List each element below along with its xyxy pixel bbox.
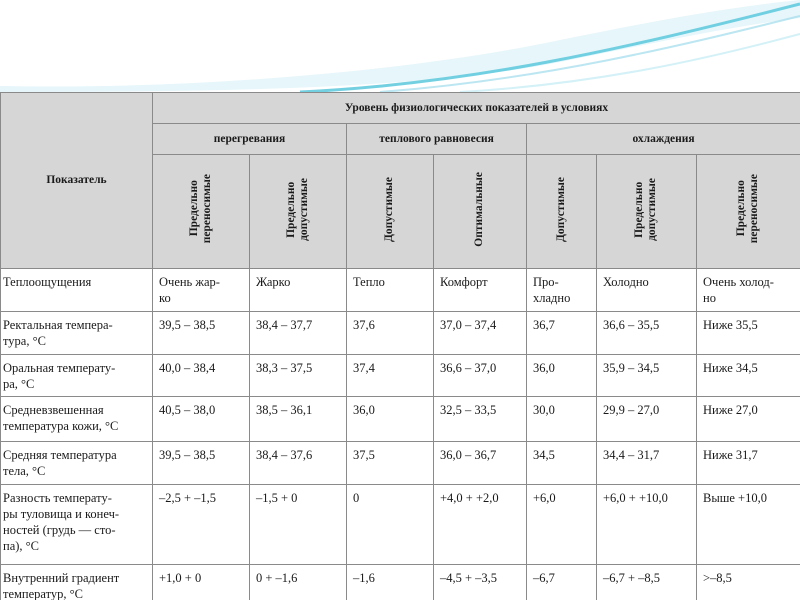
table-cell: 38,4 – 37,7 (250, 312, 347, 355)
table-cell: +1,0 + 0 (153, 564, 250, 600)
table-cell: Ниже 35,5 (697, 312, 800, 355)
table-cell: +6,0 (527, 484, 597, 564)
table-cell: Холодно (597, 269, 697, 312)
table-cell: +6,0 + +10,0 (597, 484, 697, 564)
physiological-indicators-table (0, 92, 800, 600)
table-cell: –6,7 (527, 564, 597, 600)
table-cell: 37,0 – 37,4 (434, 312, 527, 355)
table-cell: Про- хладно (527, 269, 597, 312)
subheader-cooling-max-permissible: Предельно допустимые (633, 177, 659, 241)
table-cell: 32,5 – 33,5 (434, 397, 527, 442)
subheader-cooling-max-tolerable: Предельно переносимые (735, 174, 761, 244)
table-cell: 40,0 – 38,4 (153, 354, 250, 397)
table-row (1, 397, 800, 442)
table-cell: 37,4 (347, 354, 434, 397)
table-cell: 38,4 – 37,6 (250, 442, 347, 485)
table-cell: –1,5 + 0 (250, 484, 347, 564)
table-cell: –2,5 + –1,5 (153, 484, 250, 564)
table-row (1, 484, 800, 564)
table-cell: 37,6 (347, 312, 434, 355)
row-label: Ректальная темпера- тура, °С (1, 312, 153, 355)
table-cell: Ниже 27,0 (697, 397, 800, 442)
table-cell: 0 + –1,6 (250, 564, 347, 600)
table-cell: 37,5 (347, 442, 434, 485)
table-cell: 30,0 (527, 397, 597, 442)
table-cell: Ниже 34,5 (697, 354, 800, 397)
table-row (1, 354, 800, 397)
row-label: Средняя температура тела, °С (1, 442, 153, 485)
table-cell: 36,0 – 36,7 (434, 442, 527, 485)
row-label: Оральная температу- ра, °С (1, 354, 153, 397)
table-cell: 38,3 – 37,5 (250, 354, 347, 397)
table-row (1, 564, 800, 600)
table-cell: –4,5 + –3,5 (434, 564, 527, 600)
subheader-cooling-permissible: Допустимые (554, 176, 567, 242)
table-row (1, 312, 800, 355)
table-row (1, 269, 800, 312)
table-cell: 36,7 (527, 312, 597, 355)
table-cell: 29,9 – 27,0 (597, 397, 697, 442)
table-cell: 35,9 – 34,5 (597, 354, 697, 397)
table-cell: 34,4 – 31,7 (597, 442, 697, 485)
header-indicator: Показатель (1, 93, 153, 269)
row-label: Разность температу- ры туловища и конеч- ностей (грудь — сто- па), °С (1, 484, 153, 564)
subheader-overheat-max-tolerable: Предельно переносимые (187, 174, 213, 244)
table-cell: Ниже 31,7 (697, 442, 800, 485)
table-cell: 36,6 – 35,5 (597, 312, 697, 355)
table-cell: 40,5 – 38,0 (153, 397, 250, 442)
row-label: Средневзвешенная температура кожи, °С (1, 397, 153, 442)
table-cell: Выше +10,0 (697, 484, 800, 564)
table-cell: 39,5 – 38,5 (153, 442, 250, 485)
table-cell: 34,5 (527, 442, 597, 485)
table-cell: –6,7 + –8,5 (597, 564, 697, 600)
subheader-balance-optimal: Оптимальные (473, 171, 486, 247)
table-cell: 39,5 – 38,5 (153, 312, 250, 355)
table-cell: >–8,5 (697, 564, 800, 600)
subheader-balance-permissible: Допустимые (383, 176, 396, 242)
header-group-cooling: охлаждения (527, 124, 800, 155)
table-cell: Тепло (347, 269, 434, 312)
header-group-thermal-balance: теплового равновесия (347, 124, 527, 155)
table-cell: Очень холод- но (697, 269, 800, 312)
subheader-overheat-max-permissible: Предельно допустимые (284, 177, 310, 241)
table-cell: 0 (347, 484, 434, 564)
table-cell: +4,0 + +2,0 (434, 484, 527, 564)
decorative-header-swoosh (0, 0, 800, 92)
table-cell: Комфорт (434, 269, 527, 312)
table-row (1, 442, 800, 485)
header-group-overheating: перегревания (153, 124, 347, 155)
header-level: Уровень физиологических показателей в условиях (153, 93, 800, 124)
row-label: Теплоощущения (1, 269, 153, 312)
table-cell: –1,6 (347, 564, 434, 600)
table-cell: 38,5 – 36,1 (250, 397, 347, 442)
table-cell: Очень жар- ко (153, 269, 250, 312)
table-cell: 36,6 – 37,0 (434, 354, 527, 397)
table-cell: 36,0 (347, 397, 434, 442)
row-label: Внутренний градиент температур, °С (1, 564, 153, 600)
table-cell: Жарко (250, 269, 347, 312)
table-cell: 36,0 (527, 354, 597, 397)
